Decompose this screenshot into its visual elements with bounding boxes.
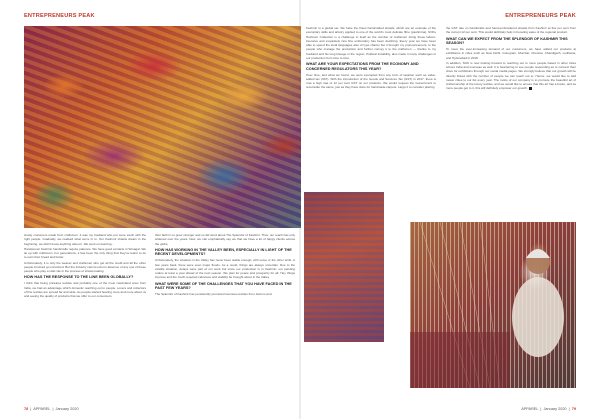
paragraph: Kashmir to a global set. We have the finest handcrafted shawls, which are an example of the exemplary skills and artistry applied to one of the world's most delicate fibre (pashmina), SOKs Heirloom Collection is a challenge in itself as the number of craftsmen doing these labour-intensive and exquisitely rare fine embroidery has been declining. Every year we have been able to speed the local languages also of type charter but it brought my pronouncement, to the people who manage the production and further convey it to the craftsmen — thanks to my husband and his long lineage in the region. Political instability, also made it many challenges in our production from time to time. [306, 26, 436, 60]
magazine-name: APPAREL [33, 407, 51, 411]
section-kicker-right: ENTREPRENEURS PEAK [505, 13, 576, 19]
embroidery-photo [304, 192, 384, 342]
paragraph [446, 61, 576, 91]
left-column-1 [24, 233, 146, 299]
question-heading: WHAT CAN WE EXPECT FROM THE SPLENDOR OF KASHMIR THIS SEASON? [446, 36, 568, 45]
paragraph: Unfortunately, it is only the weaver and craftsmen who get all the credit and all the other people involved go unnoticed. But the industry cannot exist in absence of any one of these people who play a vital role in the process of shawl-making. [24, 260, 146, 273]
section-kicker-left: ENTREPRENEURS PEAK [24, 13, 95, 19]
paragraph: the GST rate on handicrafts and hand-embroidered shawls from Kashmir at five per cent from the current 12 per cent. This would definitely help in boosting sales of the regional product. [446, 26, 576, 35]
paragraph: slowly customers made from craftsmen. It was my husband who put more touch with the right people. Gradually, we realised what we're in to. Our Kashmir shawls dream in the beginning, we didn't know anything about it. We went on learning... [24, 233, 146, 246]
right-column-1 [306, 26, 436, 91]
paragraph: To meet the ever-increasing demand of our customers, we have added our products at exhibitions in cities such as New Delhi, Gurugram, Mumbai, Chennai, Chandigarh, Ludhiana, and Hyderabad in 2018. [446, 47, 576, 60]
question-heading: HOW HAS WORKING IN THE VALLEY BEEN, ESPECIALLY IN LIGHT OF THE RECENT DEVELOPMENTS? [155, 247, 292, 257]
issue-date: January 2020 [543, 407, 567, 411]
loom-illustration [410, 222, 576, 388]
paragraph: I think that being priceless textiles and probably one of the most celebrated ones from India, we had an advantage which domestic reaching out to people. Lovers and collectors of fine textiles are spread far and wide. As people started hearing more and more about us and seeing the quality of products that we offer to our consumers, [24, 281, 146, 298]
question-heading: HOW HAS THE RESPONSE TO THE LINE BEEN GLOBALLY? [24, 275, 134, 280]
right-column-2 [446, 26, 576, 92]
left-column-2 [155, 233, 295, 297]
closing-paragraph: In addition, SOK is now looking forward to reaching out to more people based in other cities across India and overseas as well. It is heartening to see people responding as to connect their cities for exhibitions through our social media pages. We strongly believe that our growth will be directly linked with the number of people we can reach out to. Hence, we would like to add newer cities to our list every year. The motto of our company is to promote the beautiful art of craftsmanship of the luxury textiles, and we would like to ensure that this art has a future, and as more people get to it, this will definitely empower our growth. [446, 60, 576, 91]
page-number: 78 [24, 407, 29, 411]
shawls-photo [24, 26, 301, 228]
issue-date: January 2020 [55, 407, 79, 411]
end-mark-icon [529, 87, 532, 90]
paragraph: Unfortunately, the situation in the Valley has never been stable enough, with some or the other strife. A few years back, there were even major floods. As a result, things are always uncertain. Due to the volatile situation, delays were part of our work but since our production is in Kashmir, our pending orders at least a year ahead of the next season. We plan for peace and prosperity for all. Hey things improve and the much-required calmness and stability be brought about in the Valley. [155, 258, 295, 280]
footer-right: APPAREL | January 2020 | 79 [521, 407, 576, 411]
paragraph: Handwoven Kashmir handicrafts require patience. We have good contacts in Srinagar. We tie up with craftsmen. For generations, it has been the only thing that they've learnt to do to earn their bread and butter. [24, 246, 146, 260]
paragraph: Over time, and what we found, we were exempted from any form of taxation such as value-added tax (VAT). With the introduction of the Goods and Services Tax (GST) in 2017, there is now a high rate of 12 per cent GST on our products. We would request the Government to reconsider the same, just as they have done for handmade carpets. Large it to consider placing [306, 72, 436, 90]
paragraph: The Splendor of Kashmir has persistently promoted luxurious textiles from Jammu and [155, 292, 272, 296]
question-heading: WHAT ARE YOUR EXPECTATIONS FROM THE ECONOMY AND CONCERNED REGULATORS THIS YEAR? [306, 62, 419, 71]
paragraph: their faith in us grew stronger and so did word about The Splendor of Kashmir. Thus, our reach has only widened over the years. Now, we can emphatically say we that we have a lot of happy clients across the globe. [155, 233, 295, 246]
footer-left: 78 | APPAREL | January 2020 [24, 407, 79, 411]
magazine-name: APPAREL [521, 407, 539, 411]
question-heading: WHAT WERE SOME OF THE CHALLENGES THAT YOU HAVE FACED IN THE PAST FEW YEARS? [155, 281, 292, 290]
loom-photo [410, 222, 576, 388]
page-number: 79 [571, 407, 576, 411]
